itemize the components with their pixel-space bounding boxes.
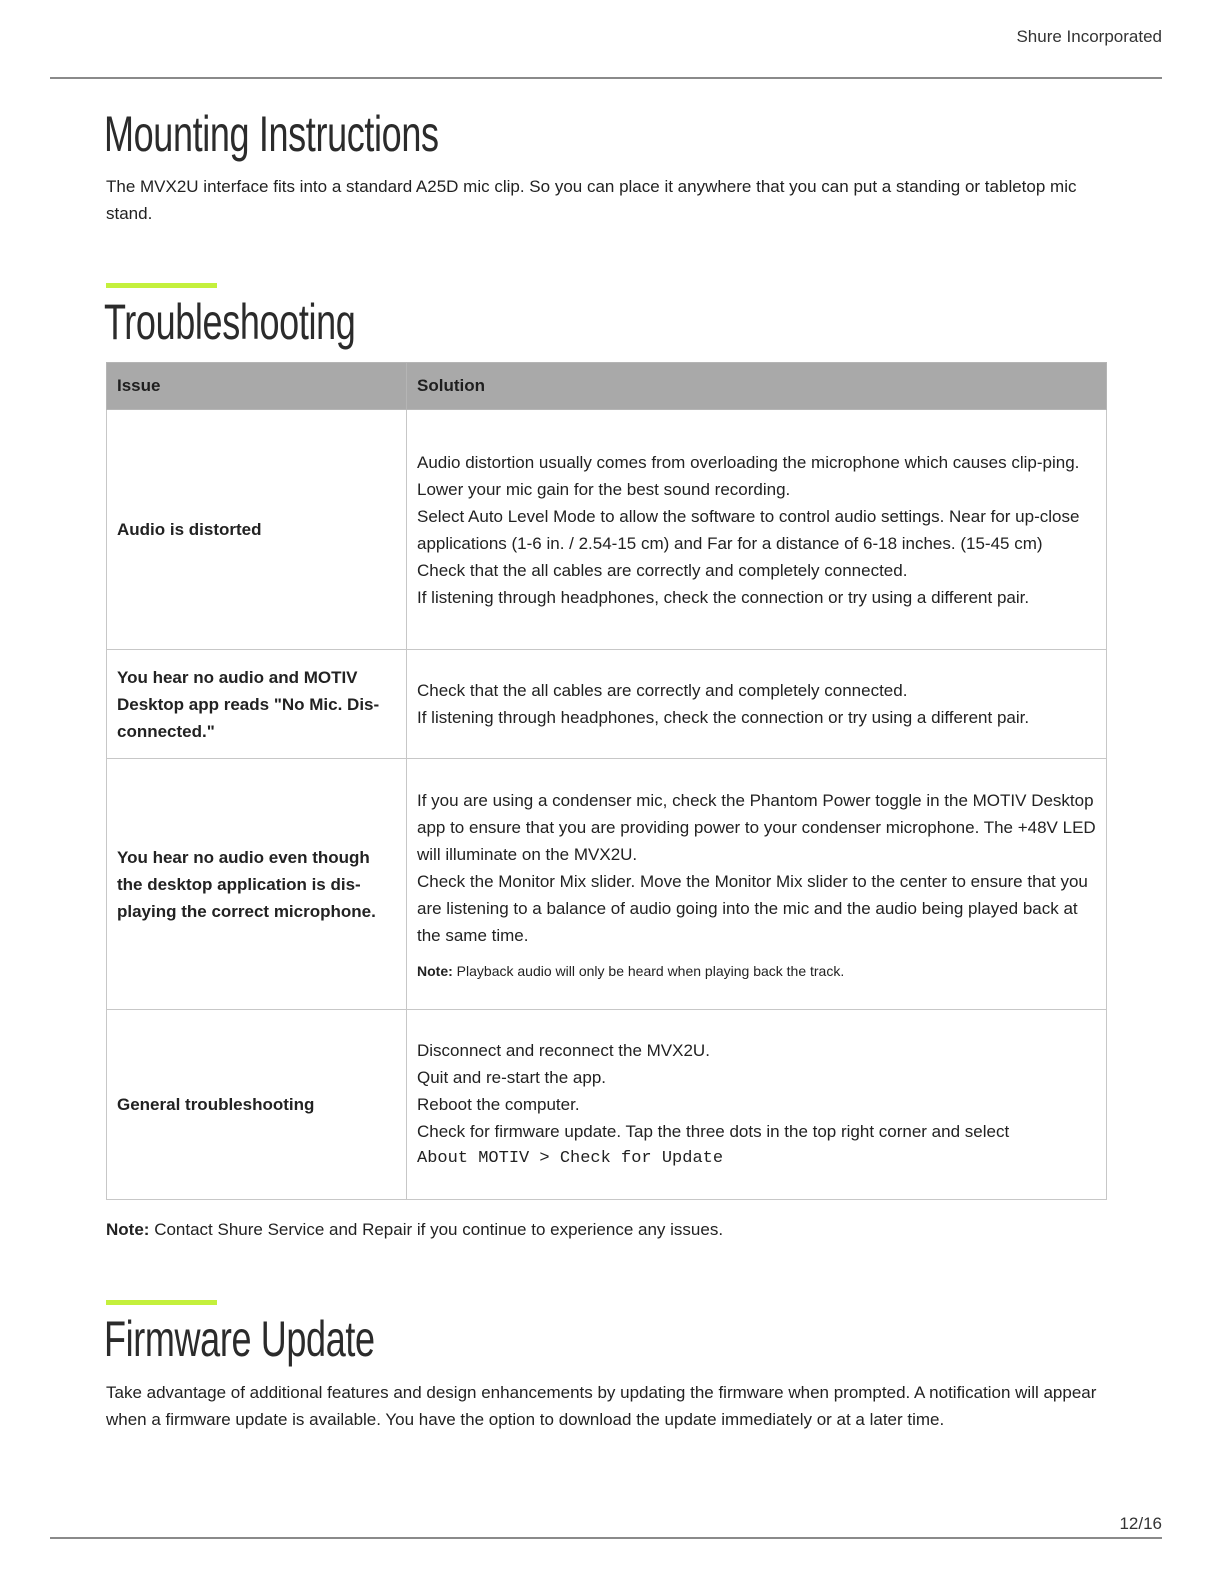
page-number: 12/16 [1119, 1514, 1162, 1533]
firmware-title: Firmware Update [104, 1311, 375, 1367]
company-name: Shure Incorporated [1016, 27, 1162, 46]
firmware-accent-bar [106, 1300, 217, 1305]
solution-line: Check that the all cables are correctly and completely connected. [417, 560, 908, 580]
solution-cell [407, 1010, 1107, 1200]
solution-cell [407, 650, 1107, 759]
firmware-body: Take advantage of additional features and design enhancements by updating the firmware when prompted. A notification will appear when a firmware update is available. You have the option to download the update immediately or at a later time. [106, 1383, 1097, 1429]
solution-line: Check for firmware update. Tap the three dots in the top right corner and select [417, 1122, 1010, 1141]
mounting-title: Mounting Instructions [104, 106, 439, 162]
solution-line: Check the Monitor Mix slider. Move the Monitor Mix slider to the center to ensure that you are listening to a balance of audio going into the mic and the audio being played back at the same time. [417, 872, 1088, 945]
contact-note-label: Note: [106, 1220, 150, 1239]
table-row [107, 650, 1107, 759]
solution-column-header: Solution [407, 363, 1107, 410]
cell-note-label: Note: [417, 963, 453, 979]
solution-line: Audio distortion usually comes from overloading the microphone which causes clip-ping. Lower your mic gain for the best sound recording. [417, 452, 1080, 499]
solution-line: Reboot the computer. [417, 1095, 580, 1114]
troubleshooting-accent-bar [106, 283, 217, 288]
menu-path: About MOTIV > Check for Update [417, 1149, 724, 1168]
table-row [107, 759, 1107, 1010]
page-footer-rule [50, 1537, 1162, 1539]
solution-cell [407, 410, 1107, 650]
solution-line: Check that the all cables are correctly and completely connected. [417, 681, 908, 700]
solution-line: Quit and re-start the app. [417, 1068, 606, 1087]
issue-column-header: Issue [107, 363, 407, 410]
solution-line: If you are using a condenser mic, check the Phantom Power toggle in the MOTIV Desktop app to ensure that you are providing power to your condenser microphone. The +48V LED will illuminate on the MVX2U. [417, 791, 1096, 864]
issue-cell: Audio is distorted [107, 410, 407, 650]
mounting-body: The MVX2U interface fits into a standard A25D mic clip. So you can place it anywhere that you can put a standing or tabletop mic stand. [106, 177, 1077, 223]
issue-cell: You hear no audio and MOTIV Desktop app reads "No Mic. Dis-connected." [107, 650, 407, 759]
troubleshooting-title: Troubleshooting [104, 294, 356, 350]
issue-cell: General troubleshooting [107, 1010, 407, 1200]
solution-line: Select Auto Level Mode to allow the software to control audio settings. Near for up-close applications (1-6 in. / 2.54-15 cm) and Far for a distance of 6-18 inches. (15-45 cm) [417, 506, 1080, 553]
solution-line: If listening through headphones, check the connection or try using a different pair. [417, 587, 1030, 607]
cell-note [417, 961, 1096, 981]
table-row [107, 410, 1107, 650]
solution-line: Disconnect and reconnect the MVX2U. [417, 1041, 710, 1060]
issue-cell: You hear no audio even though the desktop application is dis-playing the correct microphone. [107, 759, 407, 1010]
cell-note-text: Playback audio will only be heard when playing back the track. [456, 963, 845, 979]
solution-cell [407, 759, 1107, 1010]
contact-note [106, 1216, 1106, 1243]
table-header-row [107, 363, 1107, 410]
troubleshooting-table [106, 362, 1107, 1200]
page-header [50, 0, 1162, 79]
table-row [107, 1010, 1107, 1200]
solution-line: If listening through headphones, check the connection or try using a different pair. [417, 708, 1030, 727]
contact-note-text: Contact Shure Service and Repair if you continue to experience any issues. [154, 1220, 724, 1239]
